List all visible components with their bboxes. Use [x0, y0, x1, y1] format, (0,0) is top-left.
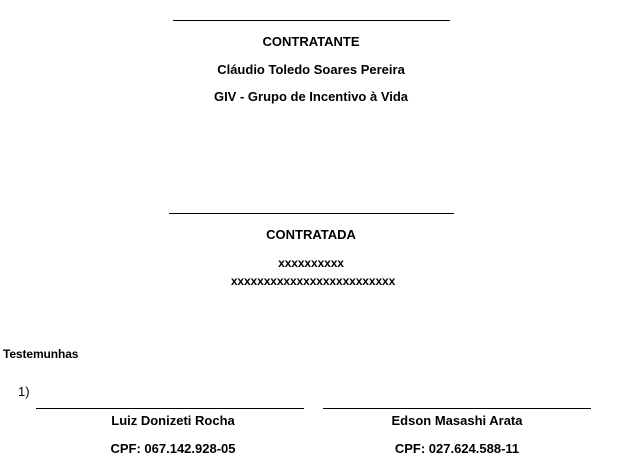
witness-right-cpf: CPF: 027.624.588-11 — [394, 441, 520, 456]
contratada-name: xxxxxxxxxx — [278, 256, 344, 270]
contratante-organization: GIV - Grupo de Incentivo à Vida — [213, 89, 409, 104]
witnesses-heading: Testemunhas — [3, 347, 79, 361]
contratante-role: CONTRATANTE — [262, 34, 360, 49]
contratada-detail: xxxxxxxxxxxxxxxxxxxxxxxxx — [230, 274, 396, 288]
contratante-name: Cláudio Toledo Soares Pereira — [217, 62, 405, 77]
contratada-role: CONTRATADA — [266, 227, 356, 242]
witness-left-name: Luiz Donizeti Rocha — [111, 413, 235, 428]
witness-right-signature-line — [323, 408, 591, 409]
witness-left-signature-line — [36, 408, 304, 409]
contratada-signature-line — [169, 213, 454, 214]
contratante-signature-line — [173, 20, 450, 21]
witness-left-cpf: CPF: 067.142.928-05 — [110, 441, 236, 456]
witness-right-name: Edson Masashi Arata — [391, 413, 523, 428]
witness-number-marker: 1) — [18, 384, 30, 399]
